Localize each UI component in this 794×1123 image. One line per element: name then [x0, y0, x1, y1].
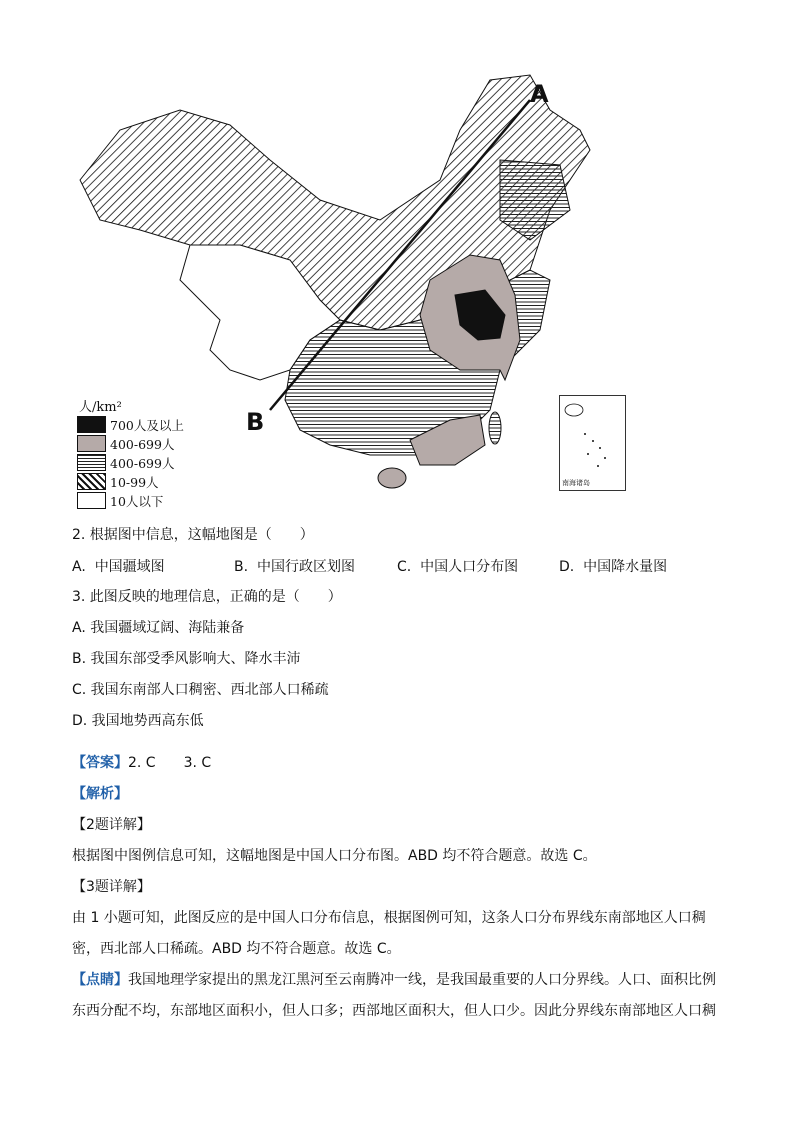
q2-option-d-text: 中国降水量图	[583, 559, 668, 575]
legend-item	[77, 415, 184, 434]
q2-detail-title: 【2题详解】	[72, 817, 151, 833]
q3-option-b[interactable]: B. 我国东部受季风影响大、降水丰沛	[72, 651, 301, 667]
analysis-label: 【解析】	[72, 786, 128, 802]
legend-item	[77, 472, 184, 491]
q2-detail-text: 根据图中图例信息可知，这幅地图是中国人口分布图。ABD 均不符合题意。故选 C。	[72, 848, 597, 864]
legend-label: 400-699人	[110, 455, 175, 471]
inset-label: 南海诸岛	[562, 479, 590, 487]
q3-option-a[interactable]: A. 我国疆域辽阔、海陆兼备	[72, 620, 245, 636]
legend-swatch-black	[77, 416, 106, 433]
hainan	[378, 468, 406, 488]
answer-label: 【答案】	[72, 755, 128, 771]
q2-option-d[interactable]	[559, 556, 667, 576]
q3-detail-line2: 密，西北部人口稀疏。ABD 均不符合题意。故选 C。	[72, 941, 401, 957]
q2-option-b-letter: B.	[234, 559, 249, 575]
q2-option-b-text: 中国行政区划图	[256, 559, 355, 575]
q2-option-c-letter: C.	[397, 559, 412, 575]
q2-option-d-letter: D.	[559, 559, 575, 575]
tip-line1: 我国地理学家提出的黑龙江黑河至云南腾冲一线，是我国最重要的人口分界线。人口、面积比例	[128, 972, 716, 988]
q2-option-a[interactable]	[72, 556, 165, 576]
tip-label: 【点睛】	[72, 972, 128, 988]
q3-stem: 3. 此图反映的地理信息，正确的是（ ）	[72, 589, 342, 605]
legend-label: 400-699人	[110, 436, 175, 452]
legend-swatch-blank	[77, 492, 106, 509]
legend-swatch-diagonal	[77, 473, 106, 490]
answer-text: 2. C 3. C	[128, 755, 212, 771]
taiwan	[489, 412, 501, 444]
legend-label: 10人以下	[110, 493, 164, 509]
legend-label: 700人及以上	[110, 417, 184, 433]
q2-option-a-letter: A.	[72, 559, 86, 575]
legend-swatch-horizontal	[77, 454, 106, 471]
q2-option-b[interactable]	[234, 556, 355, 576]
tip-line2: 东西分配不均，东部地区面积小，但人口多；西部地区面积大，但人口少。因此分界线东南部地区人口稠	[72, 1003, 716, 1019]
q2-option-a-text: 中国疆域图	[94, 559, 165, 575]
q2-option-c-text: 中国人口分布图	[420, 559, 519, 575]
q3-option-d[interactable]: D. 我国地势西高东低	[72, 713, 204, 729]
answer-line	[72, 753, 722, 773]
q3-detail-line1: 由 1 小题可知，此图反应的是中国人口分布信息，根据图例可知，这条人口分布界线东南部地区人口稠	[72, 910, 706, 926]
map-legend	[77, 396, 184, 510]
q2-option-c[interactable]	[397, 556, 518, 576]
legend-label: 10-99人	[110, 474, 159, 490]
legend-item	[77, 434, 184, 453]
analysis-label-line	[72, 784, 722, 804]
q3-option-c[interactable]: C. 我国东南部人口稠密、西北部人口稀疏	[72, 682, 329, 698]
q3-detail-title: 【3题详解】	[72, 879, 151, 895]
legend-swatch-gray	[77, 435, 106, 452]
legend-title: 人/km²	[79, 400, 122, 415]
inset-svg	[560, 396, 625, 476]
legend-item	[77, 453, 184, 472]
tip-line1-row	[72, 970, 722, 990]
legend-item	[77, 491, 184, 510]
q2-stem: 2. 根据图中信息，这幅地图是（ ）	[72, 527, 314, 543]
point-b-label: B	[246, 408, 265, 436]
point-a-label: A	[530, 80, 549, 108]
south-china-sea-inset	[559, 395, 626, 491]
